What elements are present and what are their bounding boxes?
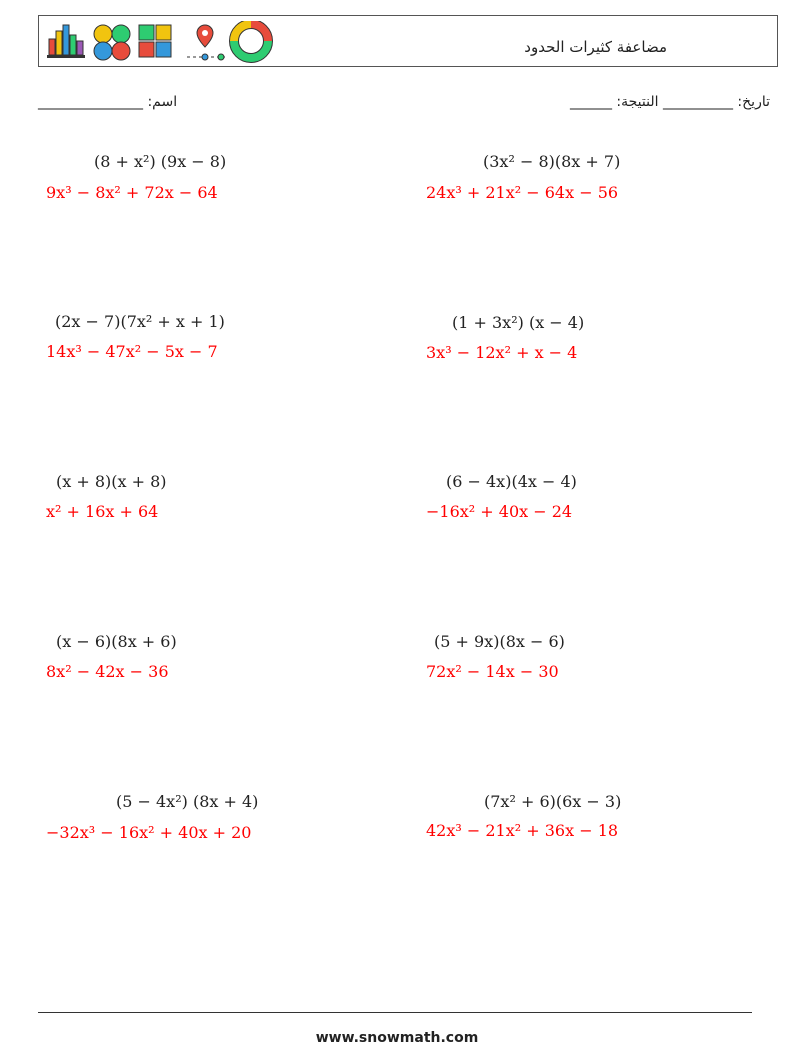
problem-question: (2x − 7)(7x² + x + 1) — [55, 312, 225, 331]
problem-answer: −16x² + 40x − 24 — [426, 502, 573, 521]
donut-chart-icon — [230, 21, 273, 63]
puzzle-pieces-icon — [139, 25, 171, 57]
problem-answer: 3x³ − 12x² + x − 4 — [426, 343, 578, 362]
problem-answer: 9x³ − 8x² + 72x − 64 — [46, 183, 218, 202]
logo — [45, 21, 275, 63]
problem-answer: x² + 16x + 64 — [46, 502, 159, 521]
problem-question: (x − 6)(8x + 6) — [56, 632, 177, 651]
footer-divider — [38, 1012, 752, 1013]
problem-question: (5 + 9x)(8x − 6) — [434, 632, 565, 651]
date-score-field: ______ :تاريخ: __________ النتيجة — [569, 94, 770, 110]
problem-question: (6 − 4x)(4x − 4) — [446, 472, 577, 491]
problem-question: (5 − 4x²) (8x + 4) — [116, 792, 259, 811]
problem-answer: 72x² − 14x − 30 — [426, 662, 559, 681]
problem-question: (x + 8)(x + 8) — [56, 472, 167, 491]
problem-answer: 14x³ − 47x² − 5x − 7 — [46, 342, 218, 361]
page-title: مضاعفة كثيرات الحدود — [524, 38, 667, 56]
problem-answer: 8x² − 42x − 36 — [46, 662, 169, 681]
problem-question: (8 + x²) (9x − 8) — [94, 152, 227, 171]
problem-answer: 24x³ + 21x² − 64x − 56 — [426, 183, 619, 202]
problem-question: (3x² − 8)(8x + 7) — [483, 152, 621, 171]
map-pin-icon — [187, 25, 225, 60]
footer-url: www.snowmath.com — [315, 1030, 479, 1046]
puzzle-circles-icon — [94, 25, 130, 60]
problem-question: (1 + 3x²) (x − 4) — [452, 313, 585, 332]
problem-answer: −32x³ − 16x² + 40x + 20 — [46, 823, 252, 842]
worksheet-header — [38, 15, 778, 67]
bar-chart-icon — [47, 25, 85, 58]
problem-answer: 42x³ − 21x² + 36x − 18 — [426, 821, 619, 840]
problem-question: (7x² + 6)(6x − 3) — [484, 792, 622, 811]
name-field: _______________ :اسم — [38, 94, 178, 110]
